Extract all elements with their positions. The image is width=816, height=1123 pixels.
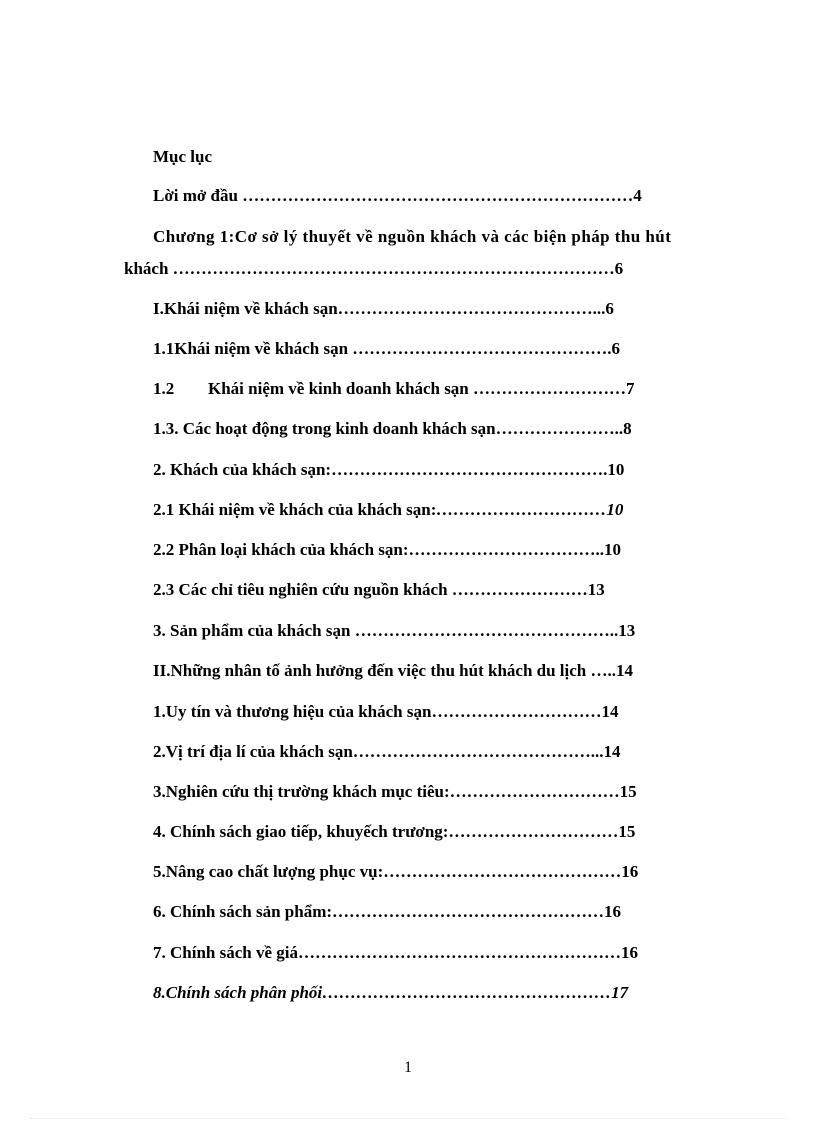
toc-entry-II-1: 1.Uy tín và thương hiệu của khách sạn…………………………14 — [153, 702, 619, 721]
toc-entry-II-4: 4. Chính sách giao tiếp, khuyếch trương:…………………………15 — [153, 822, 636, 841]
toc-entry-chapter1: Chương 1:Cơ sở lý thuyết về nguồn khách và các biện pháp thu hút — [153, 227, 672, 246]
toc-entry-2-3: 2.3 Các chỉ tiêu nghiên cứu nguồn khách ……………………13 — [153, 580, 605, 599]
toc-entry-I: I.Khái niệm về khách sạn………………………………………...6 — [153, 299, 614, 318]
page-number: 1 — [404, 1059, 412, 1076]
toc-entry-chapter1-cont: khách ……………………………………………………………………6 — [124, 259, 624, 278]
toc-entry-2-2: 2.2 Phân loại khách của khách sạn:……………………………..10 — [153, 540, 622, 559]
toc-entry-2: 2. Khách của khách sạn:………………………………………….10 — [153, 460, 625, 479]
toc-entry-1-2: 1.2 Khái niệm về kinh doanh khách sạn ………………………7 — [0, 376, 816, 402]
toc-entry-II-2: 2.Vị trí địa lí của khách sạn……………………………………...14 — [153, 742, 621, 761]
toc-entry-II: II.Những nhân tố ảnh hưởng đến việc thu hút khách du lịch …..14 — [153, 661, 634, 680]
toc-entry-1-1: 1.1Khái niệm về khách sạn ……………………………………….6 — [153, 339, 621, 358]
toc-entry-II-8: 8.Chính sách phân phối……………………………………………17 — [153, 983, 629, 1002]
toc-entry-1-3: 1.3. Các hoạt động trong kinh doanh khách sạn…………………..8 — [153, 419, 632, 438]
toc-entry-II-5: 5.Nâng cao chất lượng phục vụ:……………………………………16 — [153, 862, 639, 881]
toc-title: Mục lục — [153, 147, 213, 166]
toc-entry-II-6: 6. Chính sách sản phẩm:…………………………………………16 — [153, 902, 622, 921]
footer-divider — [30, 1118, 786, 1119]
toc-entry-3: 3. Sản phẩm của khách sạn ………………………………………..13 — [153, 621, 636, 640]
toc-entry-II-3: 3.Nghiên cứu thị trường khách mục tiêu:…………………………15 — [153, 782, 637, 801]
toc-entry-intro: Lời mở đầu ……………………………………………………………4 — [153, 186, 642, 205]
toc-entry-2-1: 2.1 Khái niệm về khách của khách sạn:…………………………10 — [153, 500, 624, 519]
toc-entry-II-7: 7. Chính sách về giá…………………………………………………16 — [153, 943, 638, 962]
toc-entry-number: 1.2 — [153, 379, 175, 398]
